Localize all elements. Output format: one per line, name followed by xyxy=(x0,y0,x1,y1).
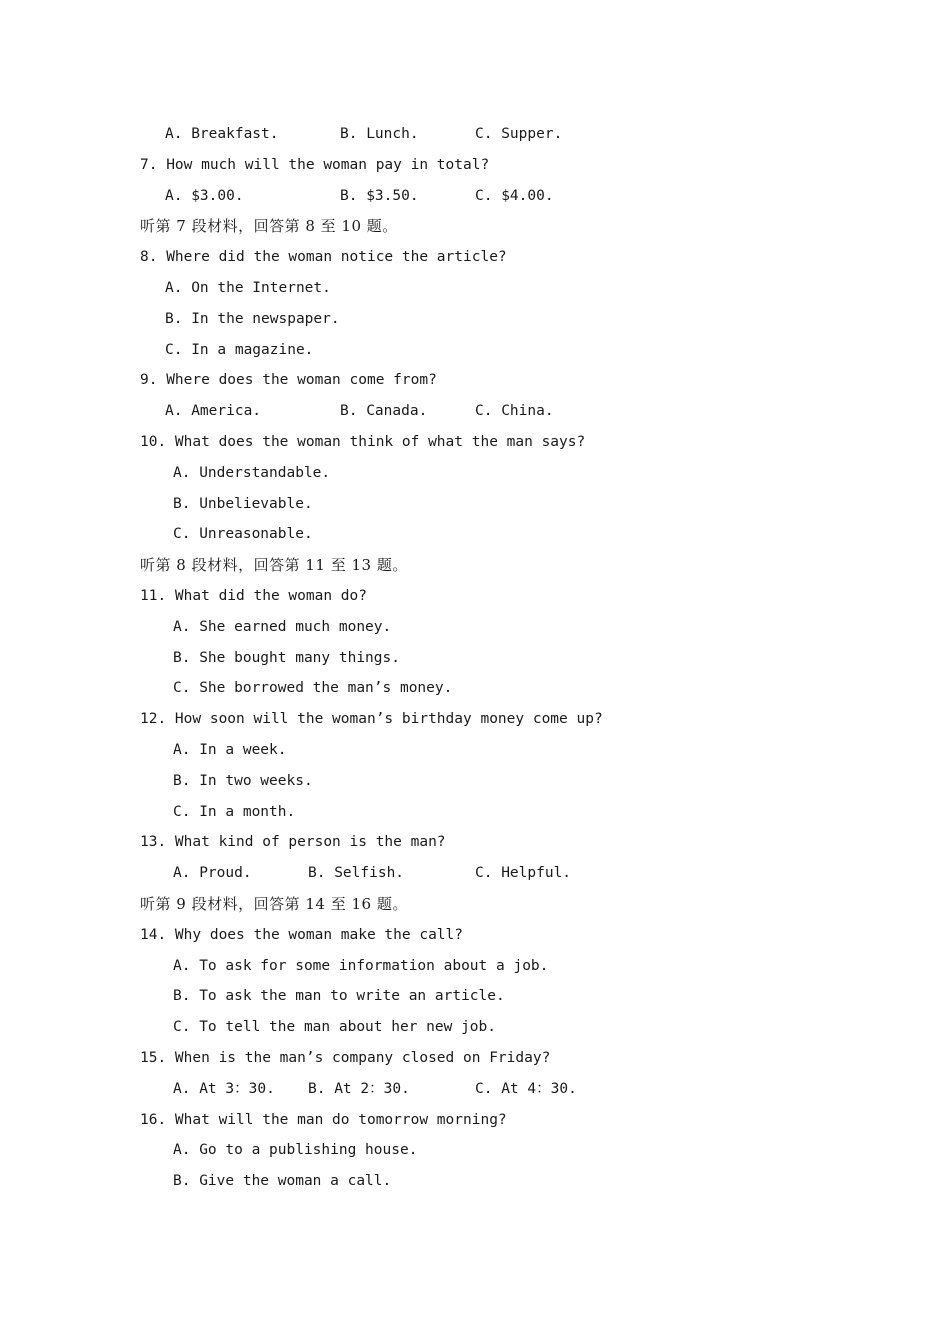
answer-option: B. Selfish. xyxy=(308,865,405,882)
question-stem: 14. Why does the woman make the call? xyxy=(140,926,464,943)
answer-option: B. To ask the man to write an article. xyxy=(173,988,505,1005)
question-stem: 13. What kind of person is the man? xyxy=(140,834,446,851)
question-stem: 12. How soon will the woman’s birthday money come up? xyxy=(140,711,603,728)
answer-option: A. $3.00. xyxy=(165,187,244,204)
answer-option: C. $4.00. xyxy=(475,187,554,204)
answer-option: C. Helpful. xyxy=(475,865,572,882)
answer-option: C. In a month. xyxy=(173,803,296,820)
answer-option: A. At 3：30. xyxy=(173,1080,275,1097)
section-heading: 听第 9 段材料，回答第 14 至 16 题。 xyxy=(140,895,408,913)
answer-option: B. Lunch. xyxy=(340,126,419,142)
answer-option: B. She bought many things. xyxy=(173,649,400,666)
answer-option: C. In a magazine. xyxy=(165,341,314,358)
answer-option: B. Give the woman a call. xyxy=(173,1173,392,1190)
question-stem: 8. Where did the woman notice the article? xyxy=(140,249,507,266)
question-stem: 10. What does the woman think of what the man says? xyxy=(140,434,586,450)
answer-option: A. Understandable. xyxy=(173,464,331,481)
answer-option: C. To tell the man about her new job. xyxy=(173,1019,497,1036)
answer-option: A. Go to a publishing house. xyxy=(173,1142,418,1159)
answer-option: A. Proud. xyxy=(173,865,252,882)
section-heading: 听第 8 段材料，回答第 11 至 13 题。 xyxy=(140,556,408,575)
answer-option: B. $3.50. xyxy=(340,187,419,204)
answer-option: C. Unreasonable. xyxy=(173,526,313,543)
answer-option: B. At 2：30. xyxy=(308,1080,410,1097)
answer-option: A. America. xyxy=(165,403,262,420)
answer-option: C. China. xyxy=(475,403,554,420)
question-stem: 9. Where does the woman come from? xyxy=(140,372,437,389)
answer-option: C. Supper. xyxy=(475,126,563,142)
answer-option: B. In two weeks. xyxy=(173,772,313,789)
answer-option: B. Canada. xyxy=(340,403,428,420)
question-stem: 7. How much will the woman pay in total? xyxy=(140,156,490,173)
answer-option: A. To ask for some information about a job. xyxy=(173,957,549,974)
answer-option: C. She borrowed the man’s money. xyxy=(173,680,453,697)
answer-option: A. In a week. xyxy=(173,742,287,758)
answer-option: C. At 4：30. xyxy=(475,1080,577,1097)
question-stem: 11. What did the woman do? xyxy=(140,588,367,604)
section-heading: 听第 7 段材料，回答第 8 至 10 题。 xyxy=(140,217,398,236)
answer-option: B. In the newspaper. xyxy=(165,310,340,327)
answer-option: A. On the Internet. xyxy=(165,280,331,296)
answer-option: A. She earned much money. xyxy=(173,618,392,635)
question-stem: 16. What will the man do tomorrow morning? xyxy=(140,1111,507,1128)
question-stem: 15. When is the man’s company closed on Friday? xyxy=(140,1050,551,1066)
answer-option: B. Unbelievable. xyxy=(173,495,313,512)
answer-option: A. Breakfast. xyxy=(165,126,279,142)
